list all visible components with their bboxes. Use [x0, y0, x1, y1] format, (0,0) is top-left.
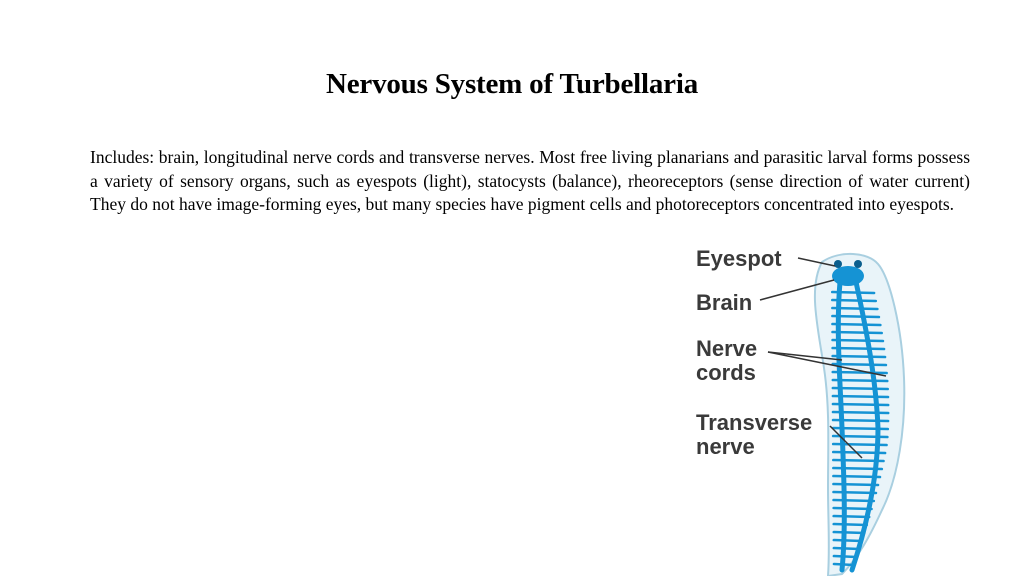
eyespot-right: [854, 260, 862, 268]
transverse-nerve-rung: [834, 540, 862, 541]
eyespot-left: [834, 260, 842, 268]
slide-body-text: Includes: brain, longitudinal nerve cords and transverse nerves. Most free living planarians and parasitic larval forms possess a variety of sensory organs, such as eyespots (light), statocysts (balance), rheoreceptors (sense direction of water current) They do not have image-forming eyes, but many species have pigment cells and photoreceptors concentrated into eyespots.: [90, 147, 970, 214]
transverse-nerve-rung: [834, 500, 874, 501]
transverse-nerve-rung: [834, 548, 859, 549]
label-eyespot: Eyespot: [696, 248, 782, 271]
label-nerve-line1: Nerve: [696, 336, 758, 361]
brain: [832, 266, 864, 286]
label-nerve-line2: cords: [696, 360, 756, 385]
transverse-nerve-rung: [834, 532, 865, 533]
planarian-nervous-system-figure: [690, 248, 930, 576]
transverse-nerve-rung: [834, 524, 867, 525]
transverse-nerve-rung: [834, 516, 870, 517]
label-brain: Brain: [696, 290, 753, 315]
slide-title: Nervous System of Turbellaria: [325, 68, 698, 100]
label-transverse-line1: Transverse: [696, 410, 813, 435]
transverse-nerve-rung: [834, 508, 872, 509]
label-transverse-line2: nerve: [696, 434, 755, 459]
